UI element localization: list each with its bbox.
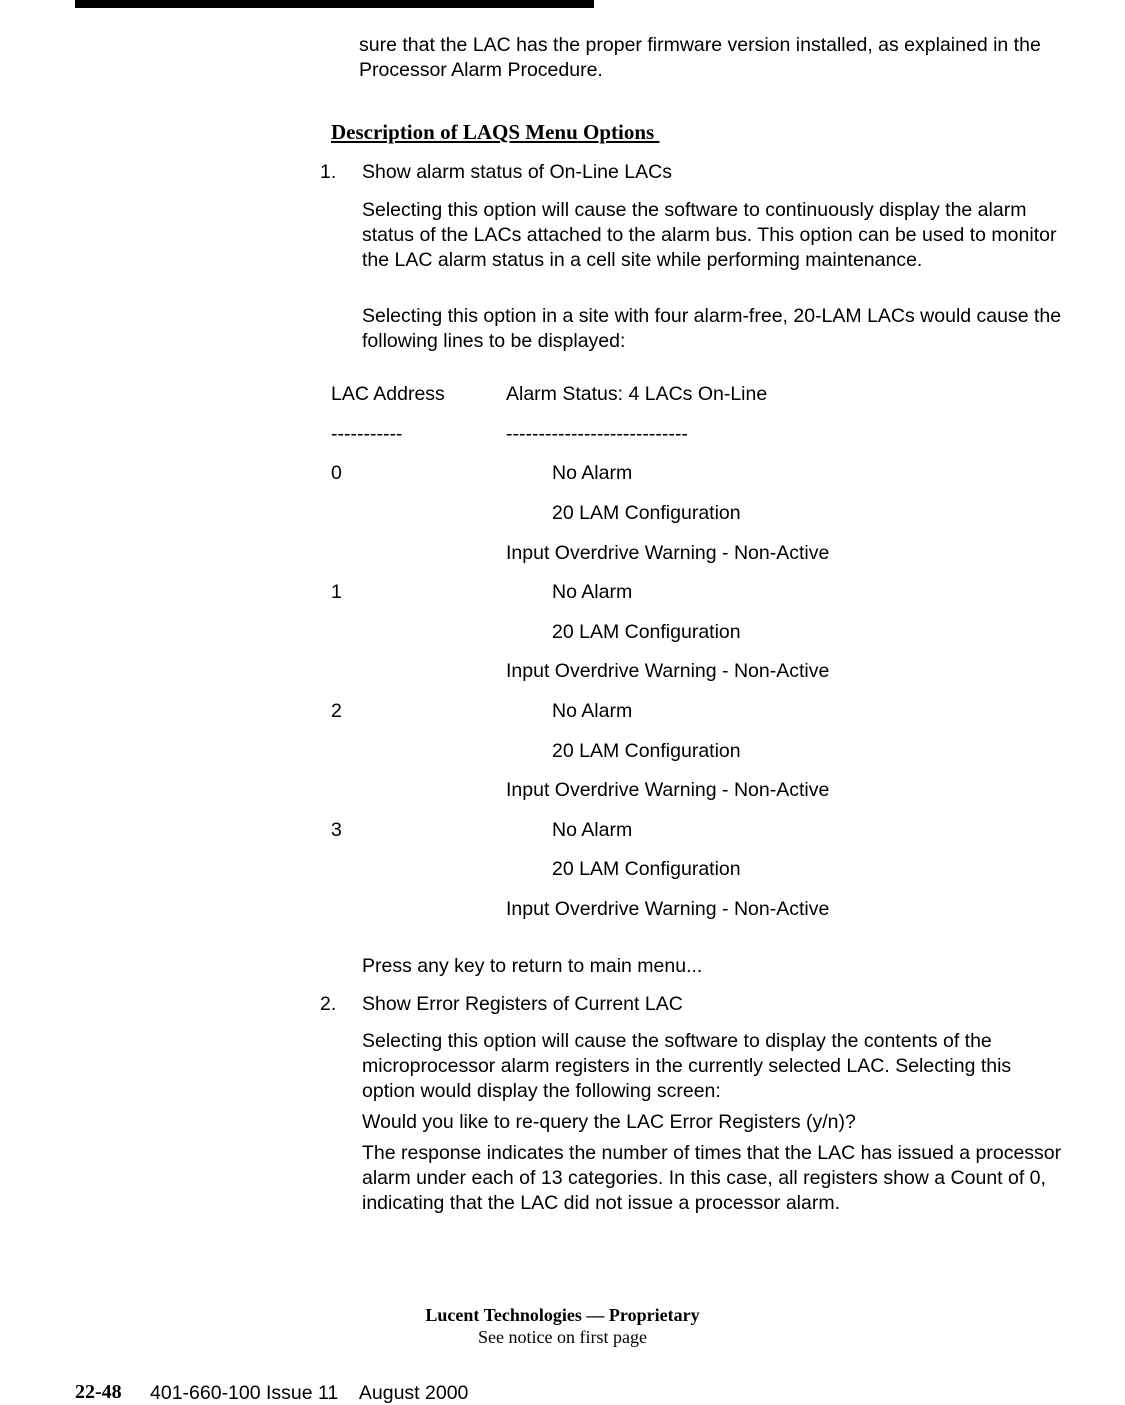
row-address: 2: [331, 700, 342, 722]
row-warning: Input Overdrive Warning - Non-Active: [506, 660, 830, 682]
header-rule: [75, 0, 594, 8]
item1-paragraph1: Selecting this option will cause the software to continuously display the alarm status of the LACs attached to the alarm bus. This option can be used to monitor the LAC alarm status in a cell site while performing maintenance.: [362, 199, 1057, 271]
col-header-lac-address: LAC Address: [331, 383, 445, 405]
row-address: 3: [331, 819, 342, 841]
col2-rule: ----------------------------: [506, 423, 688, 445]
item1-paragraph2: Selecting this option in a site with four alarm-free, 20-LAM LACs would cause the following lines to be displayed:: [362, 305, 1062, 352]
row-alarm: No Alarm: [552, 581, 633, 603]
item1-number: 1.: [320, 161, 337, 183]
item2-paragraph2: Would you like to re-query the LAC Error Registers (y/n)?: [362, 1111, 856, 1133]
row-alarm: No Alarm: [552, 462, 633, 484]
footer-notice: See notice on first page: [478, 1327, 647, 1347]
col-header-alarm-status: Alarm Status: 4 LACs On-Line: [506, 383, 768, 405]
row-config: 20 LAM Configuration: [552, 740, 741, 762]
item1-title: Show alarm status of On-Line LACs: [362, 161, 672, 183]
document-info: 401-660-100 Issue 11 August 2000: [150, 1382, 469, 1404]
row-warning: Input Overdrive Warning - Non-Active: [506, 898, 830, 920]
page-number: 22-48: [75, 1381, 122, 1403]
row-config: 20 LAM Configuration: [552, 858, 741, 880]
item2-paragraph3: The response indicates the number of times that the LAC has issued a processor alarm under each of 13 categories. In this case, all registers show a Count of 0, indicating that the LAC did not issue a processor alarm.: [362, 1142, 1062, 1214]
press-key-text: Press any key to return to main menu...: [362, 955, 703, 977]
footer-company: Lucent Technologies — Proprietary: [425, 1305, 700, 1325]
item2-title: Show Error Registers of Current LAC: [362, 993, 683, 1015]
row-address: 0: [331, 462, 342, 484]
item2-paragraph1: Selecting this option will cause the software to display the contents of the microprocessor alarm registers in the currently selected LAC. Selecting this option would display the following screen:: [362, 1030, 1012, 1102]
row-alarm: No Alarm: [552, 700, 633, 722]
row-warning: Input Overdrive Warning - Non-Active: [506, 779, 830, 801]
row-address: 1: [331, 581, 342, 603]
col1-rule: -----------: [331, 423, 403, 445]
row-config: 20 LAM Configuration: [552, 621, 741, 643]
row-warning: Input Overdrive Warning - Non-Active: [506, 542, 830, 564]
row-config: 20 LAM Configuration: [552, 502, 741, 524]
intro-paragraph: sure that the LAC has the proper firmware version installed, as explained in the Processor Alarm Procedure.: [359, 34, 1041, 81]
row-alarm: No Alarm: [552, 819, 633, 841]
item2-number: 2.: [320, 993, 337, 1015]
section-heading: Description of LAQS Menu Options: [331, 120, 660, 144]
